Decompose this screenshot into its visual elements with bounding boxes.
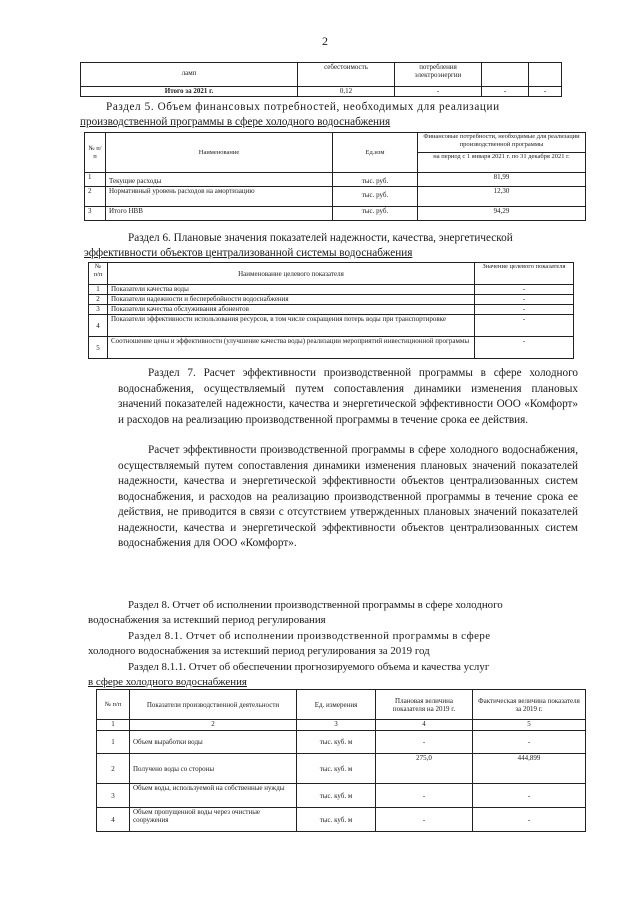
s5-row-unit: тыс. руб. — [333, 207, 418, 221]
rt-header-fact: Фактическая величина показателя за 2019 г. — [473, 690, 586, 720]
s5-row-name: Текущие расходы — [106, 173, 333, 187]
section5-table — [84, 132, 586, 221]
page-number: 2 — [322, 34, 328, 48]
rt-row-fact: 444,899 — [473, 754, 586, 784]
section6-title-line2: эффективности объектов централизованной системы водоснабжения — [84, 247, 413, 259]
rt-row-num: 4 — [97, 808, 130, 832]
rt-row-plan: - — [376, 784, 473, 808]
s6-row-num: 5 — [89, 337, 108, 359]
s5-row-name: Итого НВВ — [106, 207, 333, 221]
rt-row-unit: тыс. куб. м — [297, 731, 376, 754]
rt-row-plan: - — [376, 808, 473, 832]
s5-row-name: Нормативный уровень расходов на амортизацию — [106, 187, 333, 207]
top-table — [80, 62, 562, 97]
s6-header-value: Значение целевого показателя — [475, 263, 574, 285]
top-cell-4 — [482, 63, 529, 87]
rt-row-unit: тыс. куб. м — [297, 808, 376, 832]
rt-row-unit: тыс. куб. м — [297, 784, 376, 808]
s6-row-value: - — [475, 285, 574, 295]
s6-header-num: № п/п — [89, 263, 108, 285]
s6-row-num: 2 — [89, 295, 108, 305]
s5-row-value: 12,30 — [418, 187, 586, 207]
top-total-3: - — [482, 87, 529, 97]
s5-row-num: 1 — [85, 173, 106, 187]
rt-header-name: Показатели производственной деятельности — [130, 690, 297, 720]
section6-title-line1: Раздел 6. Плановые значения показателей надежности, качества, энергетической — [128, 232, 513, 244]
top-total-1: 0,12 — [298, 87, 395, 97]
section811-title-line1: Раздел 8.1.1. Отчет об обеспечении прогнозируемого объема и качества услуг — [128, 661, 490, 673]
s5-row-unit: тыс. руб. — [333, 187, 418, 207]
s6-row-value: - — [475, 337, 574, 359]
s5-row-value: 94,29 — [418, 207, 586, 221]
section6-table — [88, 262, 574, 359]
section811-title-line2: в сфере холодного водоснабжения — [88, 676, 247, 688]
s6-row-name: Соотношение цены и эффективности (улучшение качества воды) реализации мероприятий инвестиционной программы — [108, 337, 475, 359]
rt-row-num: 3 — [97, 784, 130, 808]
s6-header-name: Наименование целевого показателя — [108, 263, 475, 285]
rt-header-unit: Ед. измерения — [297, 690, 376, 720]
rt-row-num: 1 — [97, 731, 130, 754]
top-cell-3: потребления электроэнергии — [395, 63, 482, 87]
s5-row-num: 2 — [85, 187, 106, 207]
section5-title-line2: производственной программы в сфере холодного водоснабжения — [80, 116, 391, 128]
section8-title-line1: Раздел 8. Отчет об исполнении производственной программы в сфере холодного — [128, 599, 503, 611]
rt-row-fact: - — [473, 784, 586, 808]
section81-title-line2: холодного водоснабжения за истекший период регулирования за 2019 год — [88, 645, 430, 657]
s6-row-num: 4 — [89, 315, 108, 337]
rt-index: 5 — [473, 720, 586, 731]
rt-row-fact: - — [473, 731, 586, 754]
s6-row-name: Показатели надежности и бесперебойности водоснабжения — [108, 295, 475, 305]
rt-row-unit: тыс. куб. м — [297, 754, 376, 784]
s5-header-need: Финансовые потребности, необходимые для реализации производственной программы — [418, 133, 586, 153]
top-total-label: Итого за 2021 г. — [81, 87, 298, 97]
rt-index: 3 — [297, 720, 376, 731]
rt-index: 4 — [376, 720, 473, 731]
rt-index: 1 — [97, 720, 130, 731]
s6-row-num: 3 — [89, 305, 108, 315]
s6-row-value: - — [475, 305, 574, 315]
s5-row-value: 81,99 — [418, 173, 586, 187]
section8-title-line2: водоснабжения за истекший период регулирования — [88, 614, 326, 626]
rt-row-plan: 275,0 — [376, 754, 473, 784]
s5-row-unit: тыс. руб. — [333, 173, 418, 187]
rt-index: 2 — [130, 720, 297, 731]
rt-row-name: Получено воды со стороны — [130, 754, 297, 784]
rt-row-num: 2 — [97, 754, 130, 784]
top-cell-5 — [529, 63, 562, 87]
top-total-2: - — [395, 87, 482, 97]
s5-row-num: 3 — [85, 207, 106, 221]
s5-header-period: на период с 1 января 2021 г. по 31 декабря 2021 г. — [418, 153, 586, 173]
s6-row-value: - — [475, 295, 574, 305]
s6-row-name: Показатели эффективности использования ресурсов, в том числе сокращения потерь воды при транспортировке — [108, 315, 475, 337]
rt-row-name: Объем выработки воды — [130, 731, 297, 754]
rt-row-plan: - — [376, 731, 473, 754]
s5-header-name: Наименование — [106, 133, 333, 173]
rt-row-name: Объем пропущенной воды через очистные сооружения — [130, 808, 297, 832]
s5-header-num: № п/п — [85, 133, 106, 173]
rt-header-num: № п/п — [97, 690, 130, 720]
rt-row-name: Объем воды, используемой на собственные нужды — [130, 784, 297, 808]
section81-title-line1: Раздел 8.1. Отчет об исполнении производственной программы в сфере — [128, 630, 491, 642]
s6-row-num: 1 — [89, 285, 108, 295]
top-total-4: - — [529, 87, 562, 97]
rt-header-plan: Плановая величина показателя на 2019 г. — [376, 690, 473, 720]
section5-title-line1: Раздел 5. Объем финансовых потребностей, необходимых для реализации — [106, 101, 500, 113]
s6-row-name: Показатели качества обслуживания абонентов — [108, 305, 475, 315]
top-cell-2: себестоимость — [298, 63, 395, 87]
section7-paragraph-1: Раздел 7. Расчет эффективности производственной программы в сфере холодного водоснабжения, осуществляемый путем сопоставления динамики изменения плановых значений показателей надежности, качества и энергетической эффективности ООО «Комфорт» и расходов на реализацию производственной программы в течение срока ее действия. — [118, 367, 578, 426]
s6-row-value: - — [475, 315, 574, 337]
s6-row-name: Показатели качества воды — [108, 285, 475, 295]
section7-paragraph-2: Расчет эффективности производственной программы в сфере холодного водоснабжения, осуществляемый путем сопоставления динамики изменения плановых значений показателей надежности, качества и энергетической эффективности объектов централизованных систем водоснабжения, и расходов на реализацию производственной программы в течение срока ее действия, не приводится в связи с отсутствием утвержденных плановых значений показателей надежности, качества и энергетической эффективности объектов централизованных систем водоснабжения для ООО «Комфорт». — [118, 444, 578, 549]
report-table — [96, 689, 586, 832]
s5-header-unit: Ед.изм — [333, 133, 418, 173]
top-cell-1: ламп — [81, 63, 298, 87]
rt-row-fact: - — [473, 808, 586, 832]
